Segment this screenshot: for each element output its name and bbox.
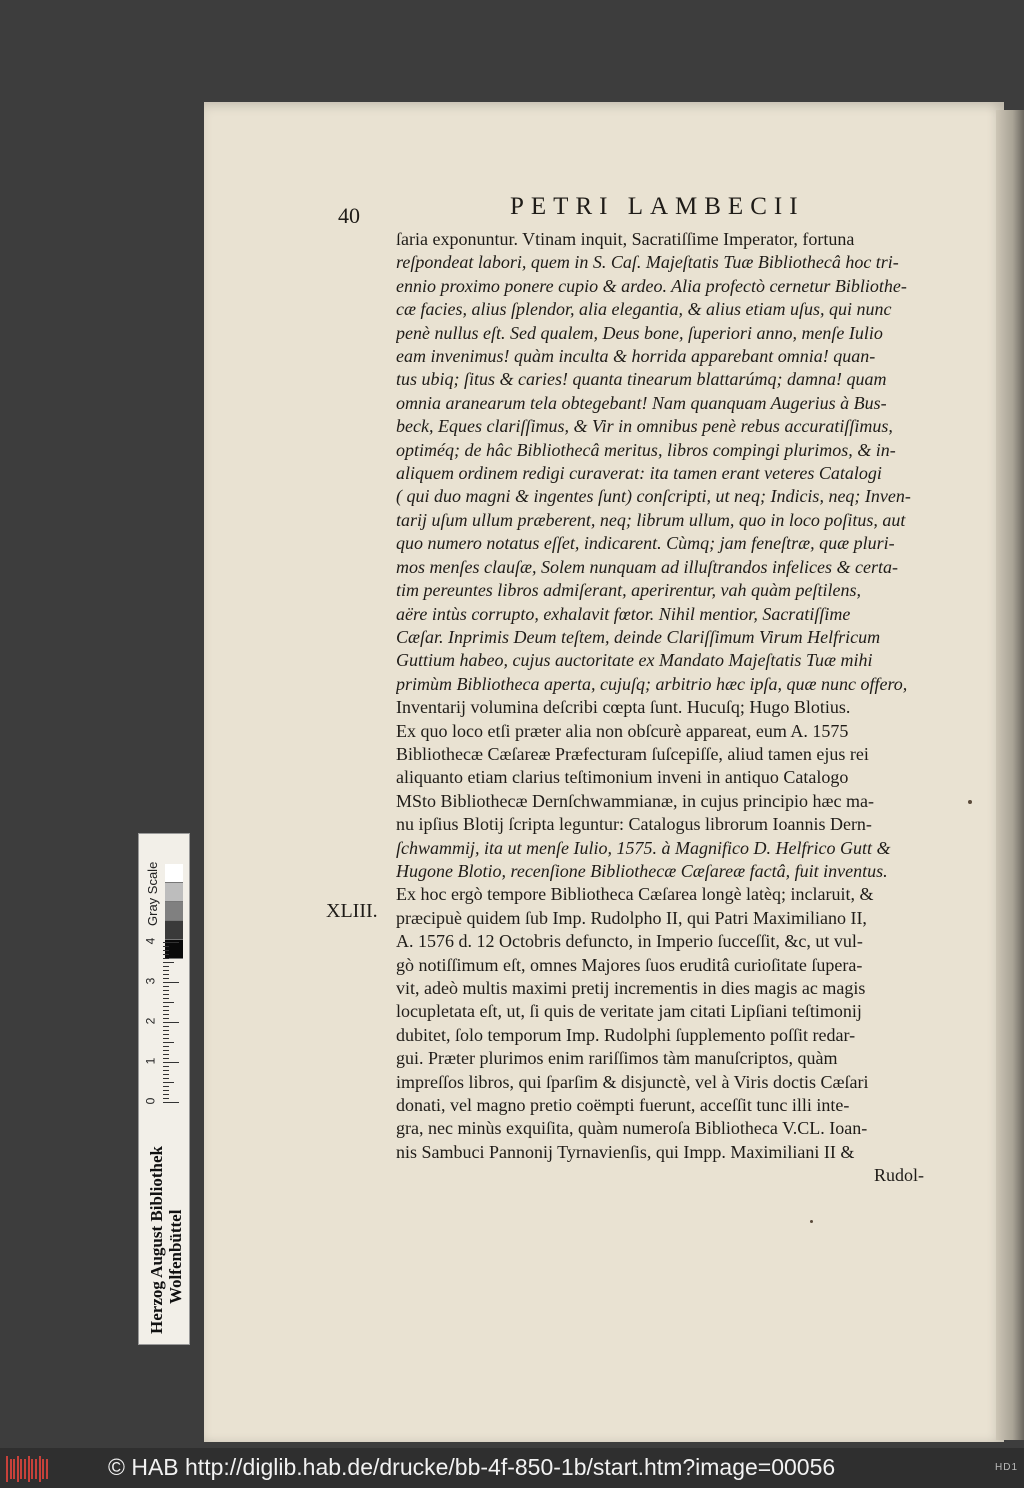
ruler-ticks (163, 964, 185, 1094)
text-line: locupletata eſt, ut, ſi quis de veritate jam citati Lipſiani teſtimonij (396, 1001, 862, 1022)
text-line: Inventarij volumina deſcribi cœpta ſunt. Hucuſq; Hugo Blotius. (396, 697, 851, 718)
ruler-tick (163, 1050, 169, 1051)
barcode-bar (17, 1456, 19, 1482)
ruler-tick (163, 1058, 169, 1059)
ruler-number: 0 (143, 1097, 158, 1105)
ruler-tick (163, 1090, 169, 1091)
ruler-tick (163, 962, 174, 963)
body-text (396, 228, 944, 1188)
barcode-bar (31, 1459, 33, 1479)
text-line: ſchwammij, ita ut menſe Iulio, 1575. à Magnifico D. Helfrico Gutt & (396, 837, 891, 858)
ruler-tick (163, 1066, 169, 1067)
text-line: cæ facies, alius ſplendor, alia elegantia, & alius etiam uſus, qui nunc (396, 299, 892, 320)
ruler-number: 3 (143, 977, 158, 985)
text-line: tus ubiq; ſitus & caries! quanta tinearum blattarúmq; damna! quam (396, 369, 887, 390)
ruler-tick (163, 950, 169, 951)
ruler-tick (163, 986, 169, 987)
barcode-bar (42, 1459, 44, 1479)
ruler-number: 4 (143, 937, 158, 945)
footer-bar (0, 1448, 1024, 1488)
text-line: mos menſes clauſæ, Solem nunquam ad illuſtrandos infelices & certa- (396, 556, 898, 577)
gray-swatches (165, 864, 183, 954)
text-line: gui. Præter plurimos enim rariſſimos tàm manuſcriptos, quàm (396, 1048, 838, 1069)
ruler-tick (163, 946, 169, 947)
ruler-tick (163, 954, 169, 955)
ruler-tick (163, 1082, 174, 1083)
barcode-bar (39, 1456, 41, 1482)
text-line: primùm Bibliotheca aperta, cujuſq; arbitrio hæc ipſa, quæ nunc offero, (396, 673, 908, 694)
ruler-tick (163, 974, 169, 975)
ruler-tick (163, 990, 169, 991)
ruler-tick (163, 942, 179, 943)
gray-scale-label: Gray Scale (145, 861, 160, 926)
barcode-bar (24, 1459, 26, 1479)
ruler-tick (163, 1042, 174, 1043)
running-head: PETRI LAMBECII (510, 193, 805, 220)
ruler-number: 1 (143, 1057, 158, 1065)
text-line: optiméq; de hâc Bibliothecâ meritus, libros compingi plurimos, & in- (396, 439, 896, 460)
barcode-bar (28, 1456, 30, 1482)
text-line: Ex quo loco etſi præter alia non obſcurè appareat, eum A. 1575 (396, 720, 849, 741)
ruler-tick (163, 1010, 169, 1011)
library-city: Wolfenbüttel (166, 1209, 185, 1304)
gray-swatch (165, 902, 183, 921)
text-line: tim pereuntes libros admiſerant, aperirentur, vah quàm peſtilens, (396, 580, 861, 601)
text-line: Cæſar. Inprimis Deum teſtem, deinde Clariſſimum Virum Helfricum (396, 626, 881, 647)
gray-swatch (165, 864, 183, 883)
text-line: gra, nec minùs exquiſita, quàm numeroſa Bibliotheca V.CL. Ioan- (396, 1118, 868, 1139)
footer-mark: HD1 (995, 1462, 1019, 1473)
text-line: dubitet, ſolo temporum Imp. Rudolphi ſupplemento poſſit redar- (396, 1024, 856, 1045)
text-line: penè nullus eſt. Sed qualem, Deus bone, ſuperiori anno, menſe Iulio (396, 322, 883, 343)
ruler-tick (163, 1094, 169, 1095)
ruler-tick (163, 978, 169, 979)
barcode-icon (6, 1456, 48, 1482)
section-marker: XLIII. (326, 900, 378, 922)
library-name: Herzog August Bibliothek (147, 1146, 166, 1334)
ruler-tick (163, 1006, 169, 1007)
ruler-tick (163, 970, 169, 971)
ruler-tick (163, 982, 179, 983)
text-line: tarij uſum ullum præberent, neq; librum ullum, quo in loco poſitus, aut (396, 509, 906, 530)
text-line: vit, adeò multis maximi pretij incrementis in dies magis ac magis (396, 978, 866, 998)
ruler-tick (163, 994, 169, 995)
ruler-tick (163, 1026, 169, 1027)
text-line: nu ipſius Blotij ſcripta leguntur: Catalogus librorum Ioannis Dern- (396, 814, 872, 835)
ruler-tick (163, 1062, 179, 1063)
ruler-tick (163, 1002, 174, 1003)
text-line: A. 1576 d. 12 Octobris defuncto, in Imperio ſucceſſit, &c, ut vul- (396, 931, 863, 952)
text-line: præcipuè quidem ſub Imp. Rudolpho II, qui Patri Maximiliano II, (396, 907, 867, 928)
ruler-tick (163, 958, 169, 959)
text-line: aliquem ordinem redigi curaverat: ita tamen erant veteres Catalogi (396, 463, 882, 484)
barcode-bar (20, 1459, 22, 1479)
ruler-tick (163, 1038, 169, 1039)
barcode-bar (13, 1459, 15, 1479)
text-line: donati, vel magno pretio coëmpti fuerunt, acceſſit tunc illi inte- (396, 1095, 850, 1116)
ruler-tick (163, 1018, 169, 1019)
text-line: Hugone Blotio, recenſione Bibliothecæ Cæſareæ factâ, fuit inventus. (396, 860, 888, 881)
barcode-bar (46, 1459, 48, 1479)
text-line: eam invenimus! quàm inculta & horrida apparebant omnia! quan- (396, 346, 876, 367)
text-line: Guttium habeo, cujus auctoritate ex Mandato Majeſtatis Tuæ mihi (396, 650, 873, 671)
text-line: reſpondeat labori, quem in S. Caſ. Majeſtatis Tuæ Bibliothecâ hoc tri- (396, 252, 899, 273)
text-line: ennio proximo ponere cupio & ardeo. Alia profectò cernetur Bibliothe- (396, 275, 907, 296)
source-url[interactable]: © HAB http://diglib.hab.de/drucke/bb-4f-850-1b/start.htm?image=00056 (108, 1454, 836, 1480)
ruler-tick (163, 1074, 169, 1075)
barcode-bar (6, 1456, 8, 1482)
text-line: omnia aranearum tela obtegebant! Nam quanquam Augerius à Bus- (396, 392, 887, 413)
page-number: 40 (338, 203, 360, 228)
ruler-tick (163, 1046, 169, 1047)
text-line: MSto Bibliothecæ Dernſchwammianæ, in cujus principio hæc ma- (396, 790, 874, 811)
paper-speck (968, 800, 972, 804)
gray-swatch (165, 921, 183, 940)
text-line: Bibliothecæ Cæſareæ Præfecturam ſuſcepiſſe, aliud tamen ejus rei (396, 743, 869, 764)
text-line: Ex hoc ergò tempore Bibliotheca Cæſarea longè latèq; inclaruit, & (396, 884, 874, 905)
text-line: aliquanto etiam clarius teſtimonium inveni in antiquo Catalogo (396, 767, 849, 788)
text-line: nis Sambuci Pannonij Tyrnavienſis, qui Impp. Maximiliani II & (396, 1141, 855, 1162)
ruler-number: 2 (143, 1017, 158, 1025)
ruler-tick (163, 1034, 169, 1035)
ruler-tick (163, 966, 169, 967)
barcode-bar (10, 1459, 12, 1479)
gray-scale-ruler (138, 833, 190, 1345)
text-line: aëre intùs corrupto, exhalavit fœtor. Nihil mentior, Sacratiſſime (396, 603, 851, 624)
ruler-tick (163, 1098, 169, 1099)
text-line: beck, Eques clariſſimus, & Vir in omnibus penè rebus accuratiſſimus, (396, 416, 893, 437)
text-line: gò notiſſimum eſt, omnes Majores ſuos eruditâ curioſitate ſupera- (396, 954, 863, 975)
ruler-tick (163, 1022, 179, 1023)
barcode-bar (35, 1459, 37, 1479)
ruler-tick (163, 1054, 169, 1055)
gray-swatch (165, 883, 183, 902)
text-line: ſaria exponuntur. Vtinam inquit, Sacratiſſime Imperator, fortuna (396, 229, 855, 249)
ruler-tick (163, 1030, 169, 1031)
ruler-tick (163, 1014, 169, 1015)
paper-speck (810, 1220, 813, 1223)
ruler-tick (163, 1102, 179, 1103)
text-line: ( qui duo magni & ingentes ſunt) conſcripti, ut neq; Indicis, neq; Inven- (396, 486, 911, 507)
text-line: impreſſos libros, qui ſparſim & disjunctè, vel à Viris doctis Cæſari (396, 1071, 869, 1092)
text-line: quo numero notatus eſſet, indicarent. Cùmq; jam feneſtræ, quæ pluri- (396, 533, 895, 554)
ruler-tick (163, 1078, 169, 1079)
ruler-tick (163, 1070, 169, 1071)
ruler-tick (163, 998, 169, 999)
ruler-tick (163, 1086, 169, 1087)
page-edge (996, 110, 1024, 1440)
catchword: Rudol- (873, 1165, 924, 1186)
